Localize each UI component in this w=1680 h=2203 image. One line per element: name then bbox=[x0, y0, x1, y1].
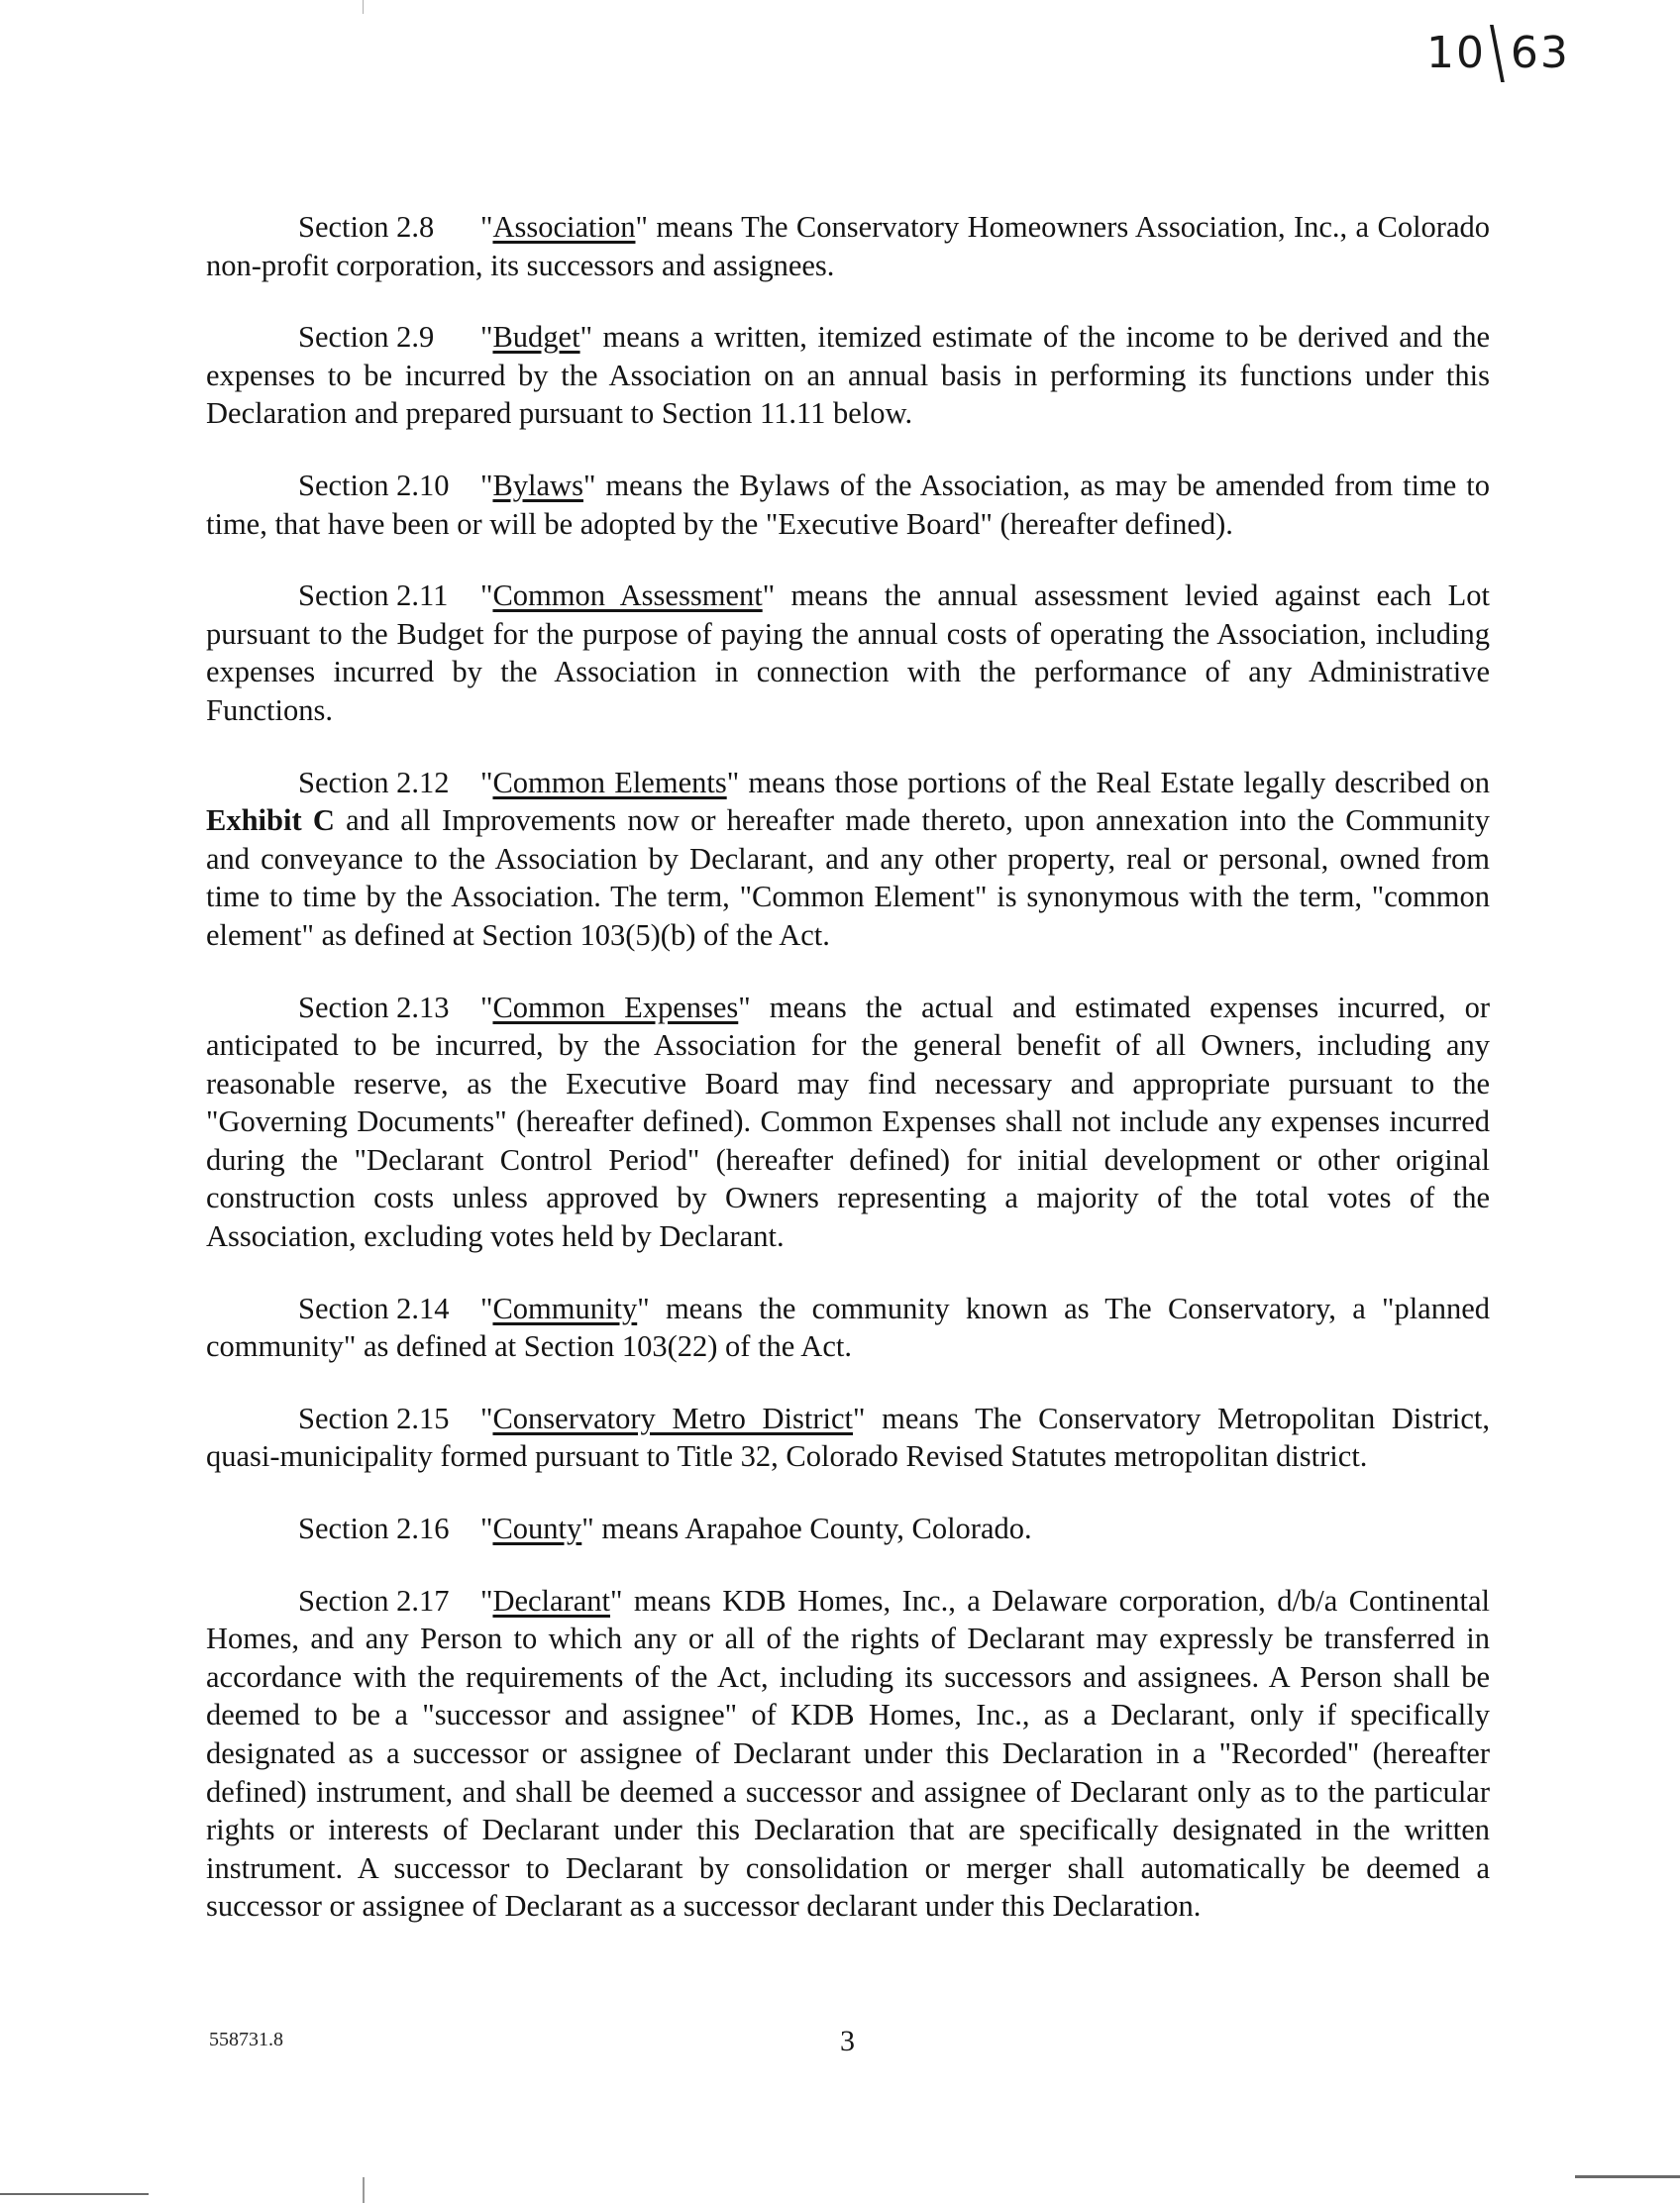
section-number: Section 2.8 bbox=[298, 210, 435, 244]
handwritten-note-left: 10 bbox=[1426, 28, 1486, 78]
section-2-17: Section 2.17 "Declarant" means KDB Homes, Inc., a Delaware corporation, d/b/a Continental Homes, and any Person to which any or all of the rights of Declarant may expressly be transferred in accordance with the requirements of the Act, including its successors and assignees. A Person shall be deemed to be a "successor and assignee" of KDB Homes, Inc., as a Declarant, only if specifically designated as a successor or assignee of Declarant under this Declaration in a "Recorded" (hereafter defined) instrument, and shall be deemed a successor and assignee of Declarant only as to the particular rights or interests of Declarant under this Declaration that are specifically designated in the written instrument. A successor to Declarant by consolidation or merger shall automatically be deemed a successor or assignee of Declarant as a successor declarant under this Declaration. bbox=[206, 1583, 1491, 1924]
section-number: Section 2.9 bbox=[298, 320, 435, 355]
defined-term: Community bbox=[492, 1291, 638, 1325]
defined-term: Budget bbox=[492, 320, 580, 355]
handwritten-note-right: 63 bbox=[1510, 28, 1570, 78]
section-number: Section 2.16 bbox=[298, 1512, 450, 1546]
section-2-13: Section 2.13 "Common Expenses" means the actual and estimated expenses incurred, or anticipated to be incurred, by the Association for the general benefit of all Owners, including any reasonable reserve, as the Executive Board may find necessary and appropriate pursuant to the "Governing Documents" (hereafter defined). Common Expenses shall not include any expenses incurred during the "Declarant Control Period" (hereafter defined) for initial development or other original construction costs unless approved by Owners representing a majority of the total votes of the Association, excluding votes held by Declarant. bbox=[206, 990, 1490, 1254]
section-2-8: Section 2.8 "Association" means The Conservatory Homeowners Association, Inc., a Colorado non-profit corporation, its successors and assignees. bbox=[206, 210, 1490, 282]
section-number: Section 2.14 bbox=[298, 1291, 450, 1325]
section-2-12: Section 2.12 "Common Elements" means those portions of the Real Estate legally described on Exhibit C and all Improvements now or hereafter made thereto, upon annexation into the Community and conveyance to the Association by Declarant, and any other property, real or personal, owned from time to time by the Association. The term, "Common Element" is synonymous with the term, "common element" as defined at Section 103(5)(b) of the Act. bbox=[206, 765, 1491, 952]
section-number: Section 2.10 bbox=[298, 468, 450, 502]
section-2-9: Section 2.9 "Budget" means a written, itemized estimate of the income to be derived and the expenses to be incurred by the Association on an annual basis in performing its functions under this Declaration and prepared pursuant to Section 11.11 below. bbox=[206, 320, 1491, 431]
scan-artifact-mark bbox=[363, 2177, 365, 2203]
definitions-body bbox=[206, 208, 1490, 1926]
page-number: 3 bbox=[840, 2025, 855, 2057]
section-2-15: Section 2.15 "Conservatory Metro District" means The Conservatory Metropolitan District, quasi-municipality formed pursuant to Title 32, Colorado Revised Statutes metropolitan district. bbox=[206, 1401, 1490, 1474]
document-id: 558731.8 bbox=[209, 2029, 283, 2050]
section-text: means Arapahoe County, Colorado. bbox=[601, 1512, 1032, 1546]
defined-term: Declarant bbox=[492, 1583, 610, 1618]
section-number: Section 2.15 bbox=[298, 1401, 450, 1435]
section-text: means a written, itemized estimate of the income to be derived and the expenses to be incurred by the Association on an annual basis in performing its functions under this Declaration and prepared pursuant to Section 11.11 below. bbox=[206, 320, 1491, 431]
section-text: and all Improvements now or hereafter made thereto, upon annexation into the Community and conveyance to the Association by Declarant, and any other property, real or personal, owned from time to time by the Association. The term, "Common Element" is synonymous with the term, "common element" as defined at Section 103(5)(b) of the Act. bbox=[206, 803, 1491, 952]
section-text: means The Conservatory Homeowners Association, Inc., a Colorado non-profit corporation, its successors and assignees. bbox=[206, 210, 1490, 282]
section-2-11: Section 2.11 "Common Assessment" means the annual assessment levied against each Lot pursuant to the Budget for the purpose of paying the annual costs of operating the Association, including expenses incurred by the Association in connection with the performance of any Administrative Functions. bbox=[206, 578, 1491, 727]
handwritten-page-note bbox=[1426, 12, 1570, 94]
section-number: Section 2.13 bbox=[298, 990, 450, 1024]
section-text: means The Conservatory Metropolitan District, quasi-municipality formed pursuant to Title 32, Colorado Revised Statutes metropolitan district. bbox=[206, 1401, 1490, 1474]
defined-term: Common Elements bbox=[492, 765, 727, 799]
defined-term: County bbox=[492, 1512, 582, 1546]
scan-artifact-mark bbox=[1575, 2175, 1680, 2178]
defined-term: Conservatory Metro District bbox=[492, 1401, 854, 1435]
defined-term: Bylaws bbox=[492, 468, 583, 502]
section-text: means KDB Homes, Inc., a Delaware corporation, d/b/a Continental Homes, and any Person to which any or all of the rights of Declarant may expressly be transferred in accordance with the requirements of the Act, including its successors and assignees. A Person shall be deemed to be a "successor and assignee" of KDB Homes, Inc., as a Declarant, only if specifically designated as a successor or assignee of Declarant under this Declaration in a "Recorded" (hereafter defined) instrument, and shall be deemed a successor and assignee of Declarant only as to the particular rights or interests of Declarant under this Declaration that are specifically designated in the written instrument. A successor to Declarant by consolidation or merger shall automatically be deemed a successor or assignee of Declarant as a successor declarant under this Declaration. bbox=[206, 1583, 1491, 1924]
defined-term: Association bbox=[492, 210, 636, 244]
exhibit-reference: Exhibit C bbox=[206, 803, 335, 838]
handwritten-note-slash: \ bbox=[1490, 12, 1507, 94]
scan-artifact-mark bbox=[0, 2193, 149, 2195]
section-2-14: Section 2.14 "Community" means the community known as The Conservatory, a "planned community" as defined at Section 103(22) of the Act. bbox=[206, 1291, 1491, 1364]
section-text: means the Bylaws of the Association, as may be amended from time to time, that have been or will be adopted by the "Executive Board" (hereafter defined). bbox=[206, 468, 1491, 541]
section-number: Section 2.11 bbox=[298, 578, 449, 613]
section-number: Section 2.17 bbox=[298, 1583, 450, 1618]
section-text: means the community known as The Conservatory, a "planned community" as defined at Section 103(22) of the Act. bbox=[206, 1291, 1491, 1364]
defined-term: Common Assessment bbox=[492, 578, 763, 613]
section-number: Section 2.12 bbox=[298, 765, 450, 799]
defined-term: Common Expenses bbox=[492, 990, 739, 1024]
section-text-lead: means those portions of the Real Estate legally described on bbox=[748, 765, 1490, 799]
section-text: means the annual assessment levied against each Lot pursuant to the Budget for the purpose of paying the annual costs of operating the Association, including expenses incurred by the Association in connection with the performance of any Administrative Functions. bbox=[206, 578, 1491, 727]
scan-artifact-mark bbox=[363, 0, 364, 14]
section-2-16: Section 2.16 "County" means Arapahoe County, Colorado. bbox=[206, 1510, 1490, 1548]
section-text: means the actual and estimated expenses incurred, or anticipated to be incurred, by the Association for the general benefit of all Owners, including any reasonable reserve, as the Executive Board may find necessary and appropriate pursuant to the "Governing Documents" (hereafter defined). Common Expenses shall not include any expenses incurred during the "Declarant Control Period" (hereafter defined) for initial development or other original construction costs unless approved by Owners representing a majority of the total votes of the Association, excluding votes held by Declarant. bbox=[206, 990, 1490, 1254]
section-2-10: Section 2.10 "Bylaws" means the Bylaws of the Association, as may be amended from time to time, that have been or will be adopted by the "Executive Board" (hereafter defined). bbox=[206, 468, 1491, 541]
